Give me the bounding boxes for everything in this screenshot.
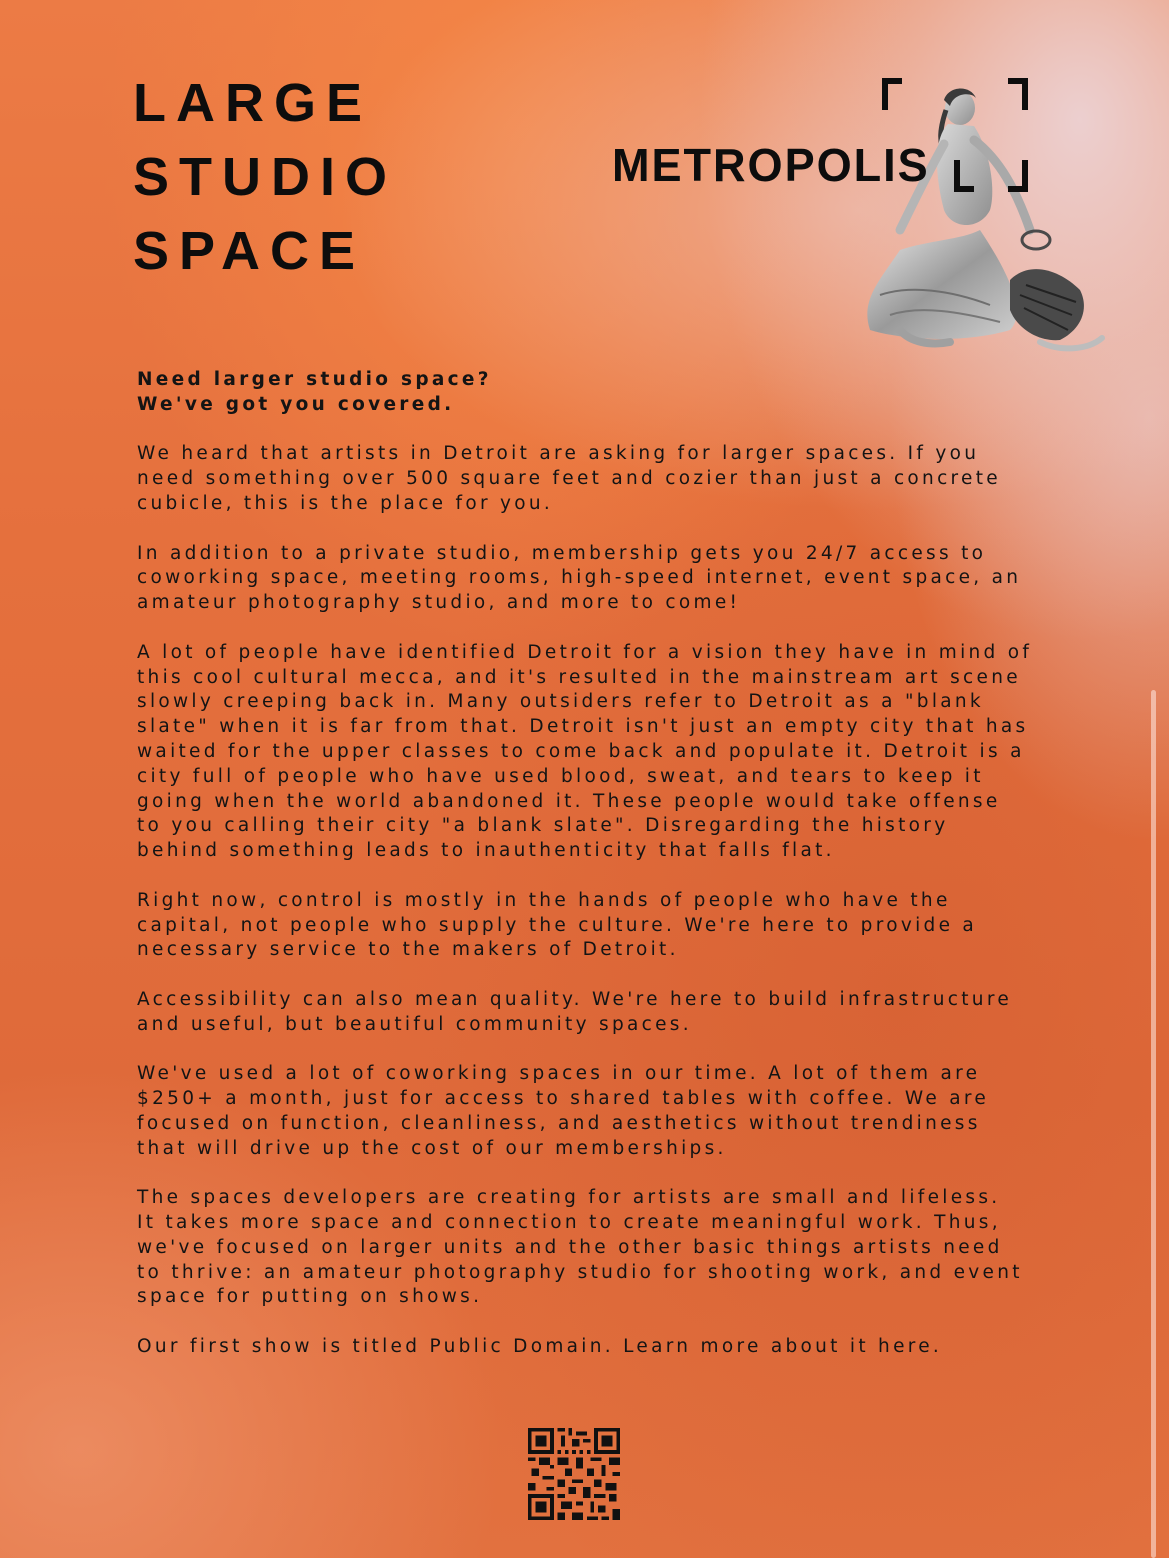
logo-text: METROPOLIS — [612, 139, 930, 191]
statue-illustration-icon — [840, 80, 1110, 370]
paragraph-intro: We heard that artists in Detroit are asking for larger spaces. If you need something over 500 square feet and cozier than just a concrete cubicle, this is the place for you. — [137, 443, 1001, 514]
paragraph-detroit: A lot of people have identified Detroit for a vision they have in mind of this cool cultural mecca, and it's resulted in the mainstream art scene slowly creeping back in. Many outsiders refer to Detroit as a "blank slate" when it is far from that. Detroit isn't just an empty city that has waited for the upper classes to come back and populate it. Detroit is a city full of people who have used blood, sweat, and tears to keep it going when the world abandoned it. These people would take offense to you calling their city "a blank slate". Disregarding the history behind something leads to inauthenticity that falls flat. — [137, 641, 1033, 862]
lead-heading — [137, 368, 1097, 418]
title-line-2: STUDIO — [133, 147, 398, 207]
bracket-bottom-left — [954, 160, 974, 192]
paragraph-coworking: We've used a lot of coworking spaces in our time. A lot of them are $250+ a month, just for access to shared tables with coffee. We are focused on function, cleanliness, and aesthetics without trendiness that will drive up the cost of our memberships. — [137, 1063, 990, 1159]
bracket-bottom-right — [1008, 160, 1028, 192]
paragraph-control: Right now, control is mostly in the hands of people who have the capital, not people who supply the culture. We're here to provide a necessary service to the makers of Detroit. — [137, 889, 978, 961]
bracket-top-right — [1008, 78, 1028, 110]
title-line-1: LARGE — [133, 73, 372, 133]
paragraph-spaces: The spaces developers are creating for artists are small and lifeless. It takes more space and connection to create meaningful work. Thus, we've focused on larger units and the other basic things artists need to thrive: an amateur photography studio for shooting work, and event space for putting on shows. — [137, 1187, 1023, 1308]
title-line-3: SPACE — [133, 221, 366, 281]
metropolis-logo — [610, 70, 1110, 370]
paragraph-membership: In addition to a private studio, membership gets you 24/7 access to coworking space, meeting rooms, high-speed internet, event space, an amateur photography studio, and more to come! — [137, 542, 1022, 614]
body-copy — [137, 368, 1097, 1385]
paragraph-first-show[interactable]: Our first show is titled Public Domain. Learn more about it here. — [137, 1336, 943, 1358]
scrollbar[interactable] — [1151, 690, 1156, 1558]
paragraph-accessibility: Accessibility can also mean quality. We're here to build infrastructure and useful, but beautiful community spaces. — [137, 988, 1013, 1035]
lead-line-2: We've got you covered. — [137, 393, 455, 415]
qr-code-icon[interactable] — [528, 1428, 620, 1520]
bracket-top-left — [882, 78, 902, 110]
page-title — [133, 66, 397, 288]
lead-line-1: Need larger studio space? — [137, 369, 492, 390]
